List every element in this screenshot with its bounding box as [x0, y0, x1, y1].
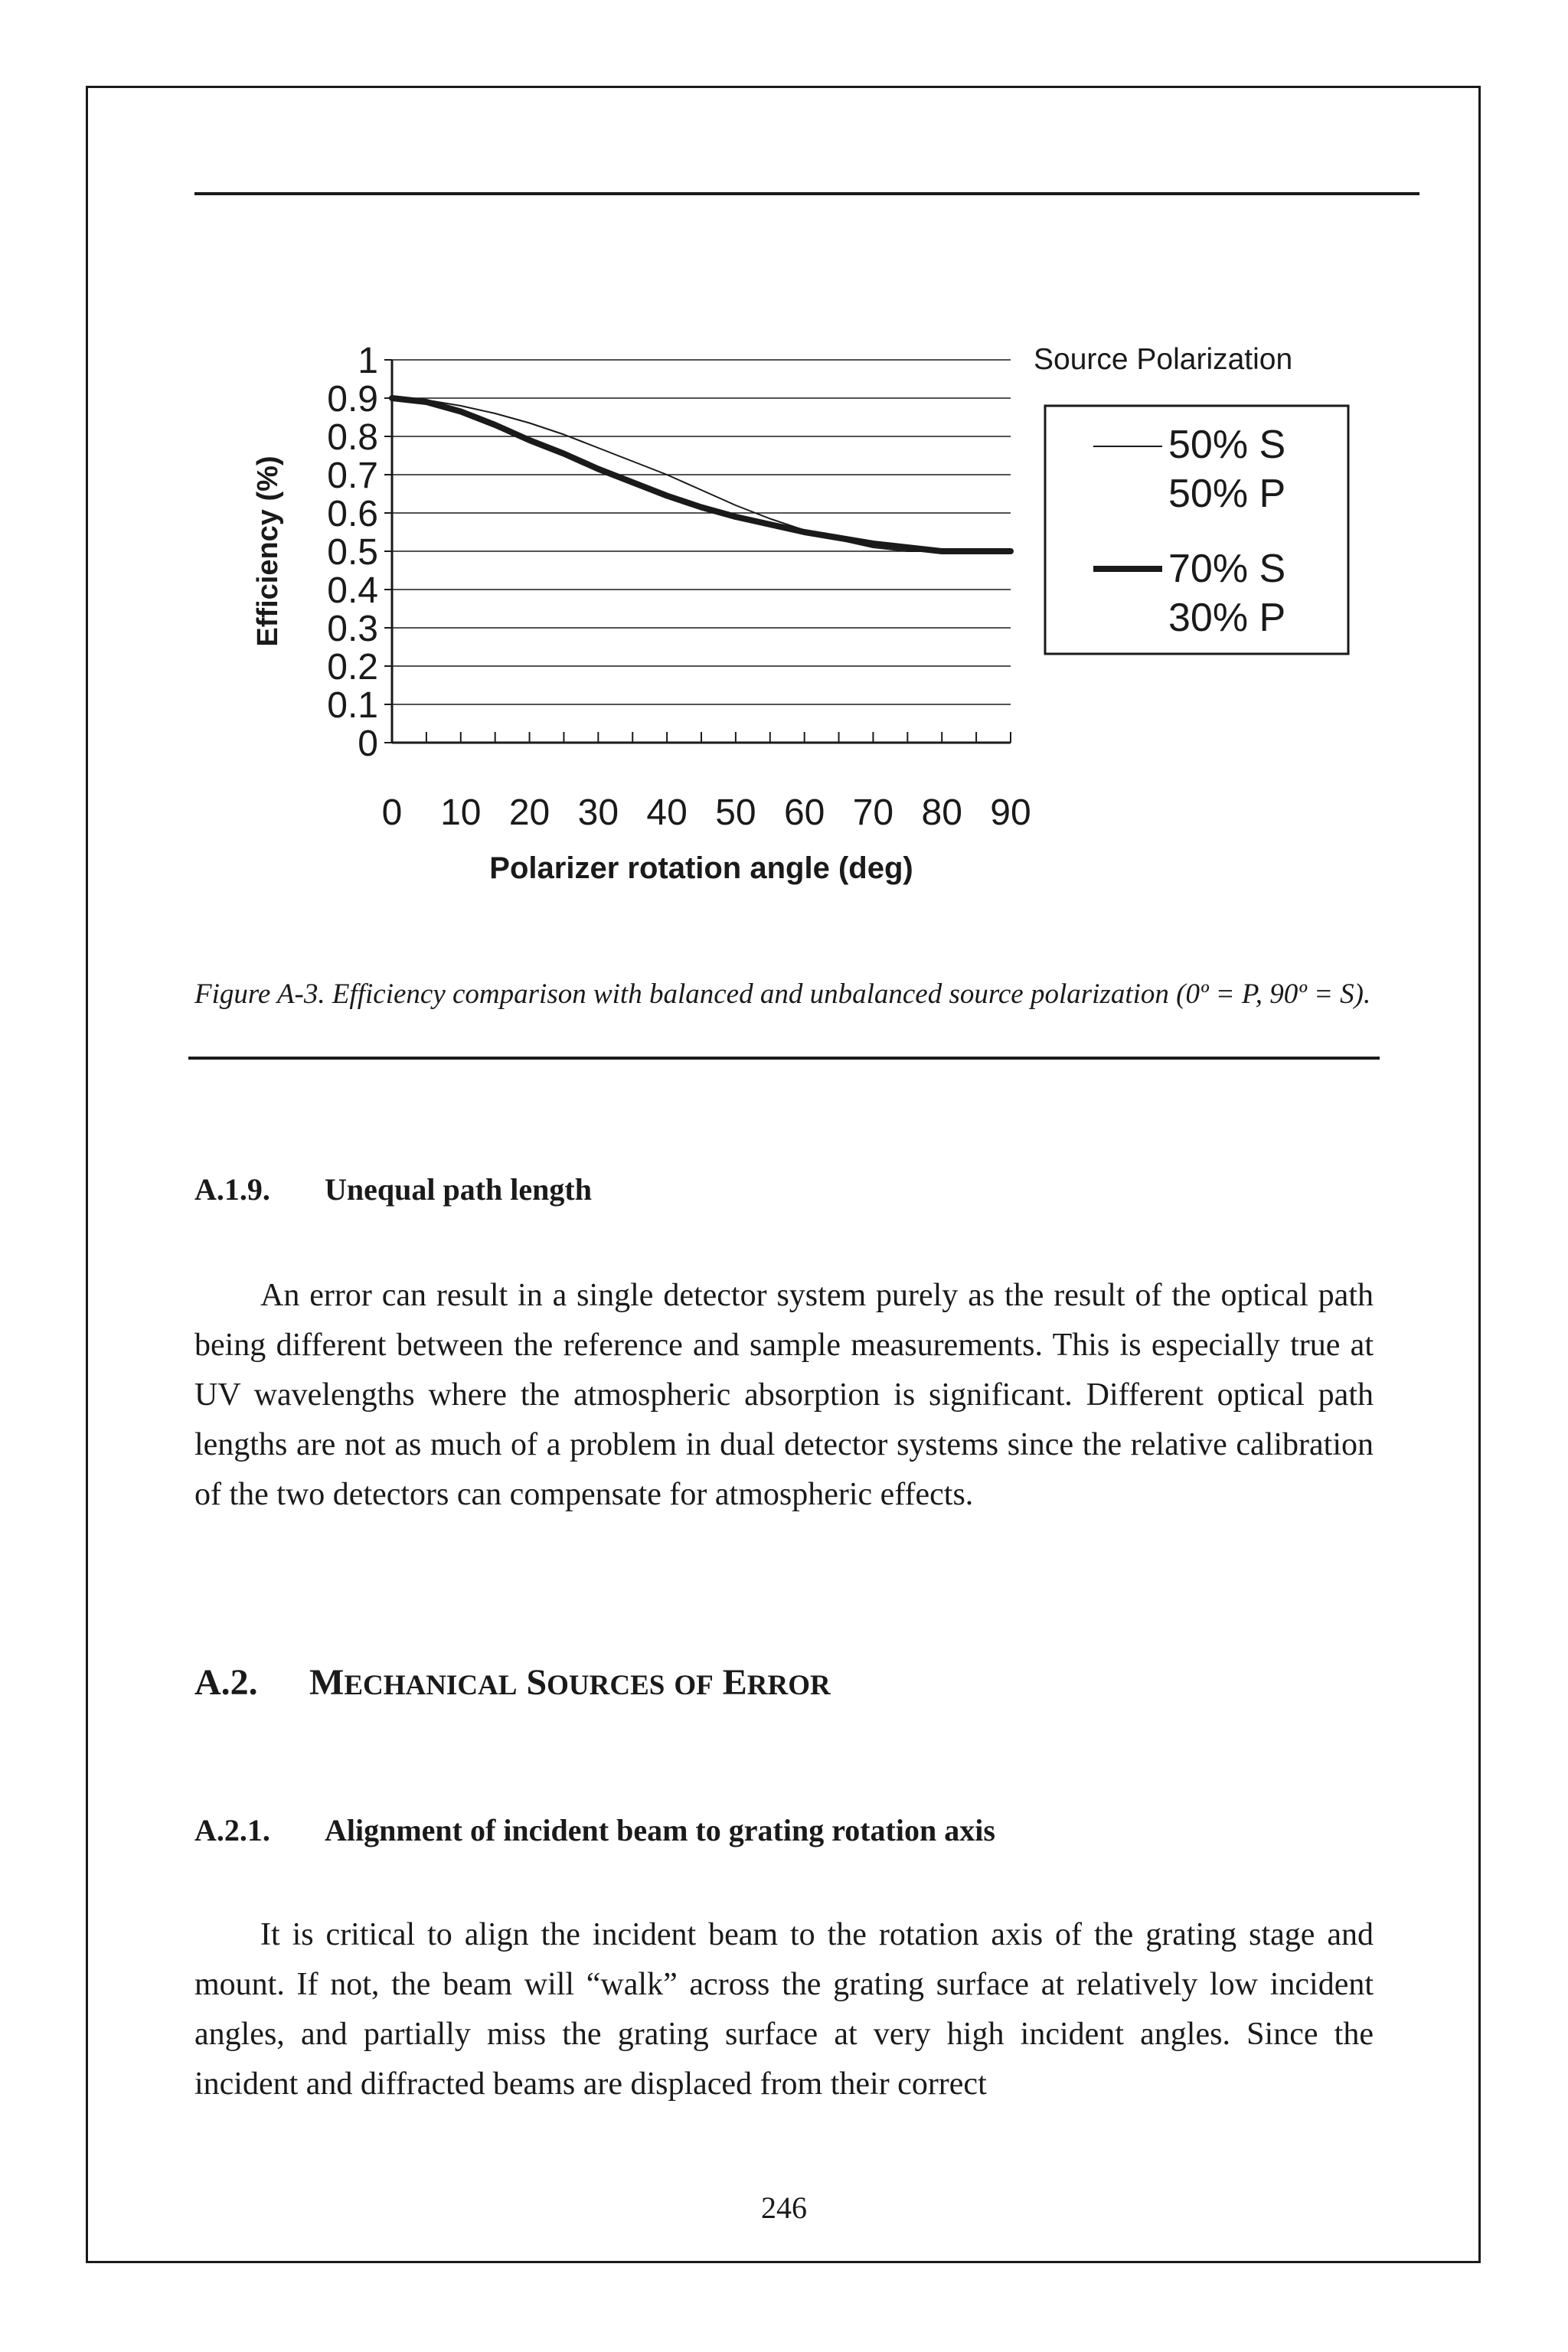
paragraph-alignment: It is critical to align the incident beam to the rotation axis of the grating stage and mount. If not, the beam will “walk” across the grating surface at relatively low incident angles, and partially miss the grating surface at very high incident angles. Since the incident and diffracted beams are displaced from their correct — [194, 1917, 1374, 2102]
smallcap-initial: M — [309, 1662, 345, 1703]
efficiency-chart — [230, 322, 1378, 903]
figure-caption: Figure A-3. Efficiency comparison with balanced and unbalanced source polarization (0º = P, 90º = S). — [194, 978, 1371, 1010]
x-tick-label-2: 20 — [508, 792, 550, 833]
y-tick-label-9: 0.9 — [327, 379, 378, 420]
y-tick-label-2: 0.2 — [327, 647, 378, 688]
smallcap-rest: OURCES — [547, 1670, 665, 1701]
y-axis-label: Efficiency (%) — [252, 456, 284, 647]
legend-label-2b: 30% P — [1168, 596, 1286, 640]
y-tick-label-8: 0.8 — [327, 417, 378, 458]
legend-label-1a: 50% S — [1168, 423, 1286, 467]
paragraph-unequal-path: An error can result in a single detector system purely as the result of the optical path being different between the reference and sample measurements. This is especially true at UV wavelengths where the atmospheric absorption is significant. Different optical path lengths are not as much of a problem in dual detector systems since the relative calibration of the two detectors can compensate for atmospheric effects. — [194, 1278, 1374, 1512]
x-tick-label-4: 40 — [646, 792, 688, 833]
legend-title: Source Polarization — [1034, 343, 1293, 376]
y-tick-label-10: 1 — [358, 341, 378, 381]
x-tick-label-0: 0 — [381, 792, 403, 833]
y-tick-label-7: 0.7 — [327, 456, 378, 496]
x-tick-label-9: 90 — [990, 792, 1031, 833]
section-title: Alignment of incident beam to grating rotation axis — [325, 1813, 995, 1847]
x-tick-label-8: 80 — [921, 792, 962, 833]
legend-label-1b: 50% P — [1168, 472, 1286, 516]
section-heading-a19 — [194, 1171, 592, 1207]
x-tick-label-5: 50 — [715, 792, 756, 833]
y-tick-label-0: 0 — [358, 724, 378, 764]
top-rule — [194, 192, 1419, 195]
section-heading-a2 — [194, 1661, 831, 1704]
x-tick-label-7: 70 — [852, 792, 894, 833]
section-number: A.2. — [194, 1662, 258, 1703]
x-tick-label-3: 30 — [577, 792, 619, 833]
section-number: A.1.9. — [194, 1172, 270, 1207]
tick-layer — [327, 341, 1031, 833]
x-axis-label: Polarizer rotation angle (deg) — [489, 851, 913, 885]
y-tick-label-1: 0.1 — [327, 685, 378, 726]
page-number: 246 — [761, 2190, 807, 2225]
y-tick-label-6: 0.6 — [327, 494, 378, 534]
smallcap-initial: S — [526, 1662, 547, 1703]
smallcap-rest: ECHANICAL — [344, 1670, 518, 1701]
caption-rule — [188, 1057, 1380, 1060]
smallcap-initial: E — [722, 1662, 747, 1703]
x-tick-label-1: 10 — [440, 792, 482, 833]
y-tick-label-5: 0.5 — [327, 532, 378, 573]
legend-label-2a: 70% S — [1168, 547, 1286, 591]
y-tick-label-3: 0.3 — [327, 609, 378, 649]
x-tick-label-6: 60 — [783, 792, 825, 833]
y-tick-label-4: 0.4 — [327, 570, 378, 611]
section-number: A.2.1. — [194, 1813, 270, 1847]
section-title: Unequal path length — [325, 1172, 592, 1207]
section-heading-a21 — [194, 1812, 995, 1848]
smallcap-rest: OF — [674, 1670, 714, 1701]
smallcap-rest: RROR — [746, 1670, 831, 1701]
